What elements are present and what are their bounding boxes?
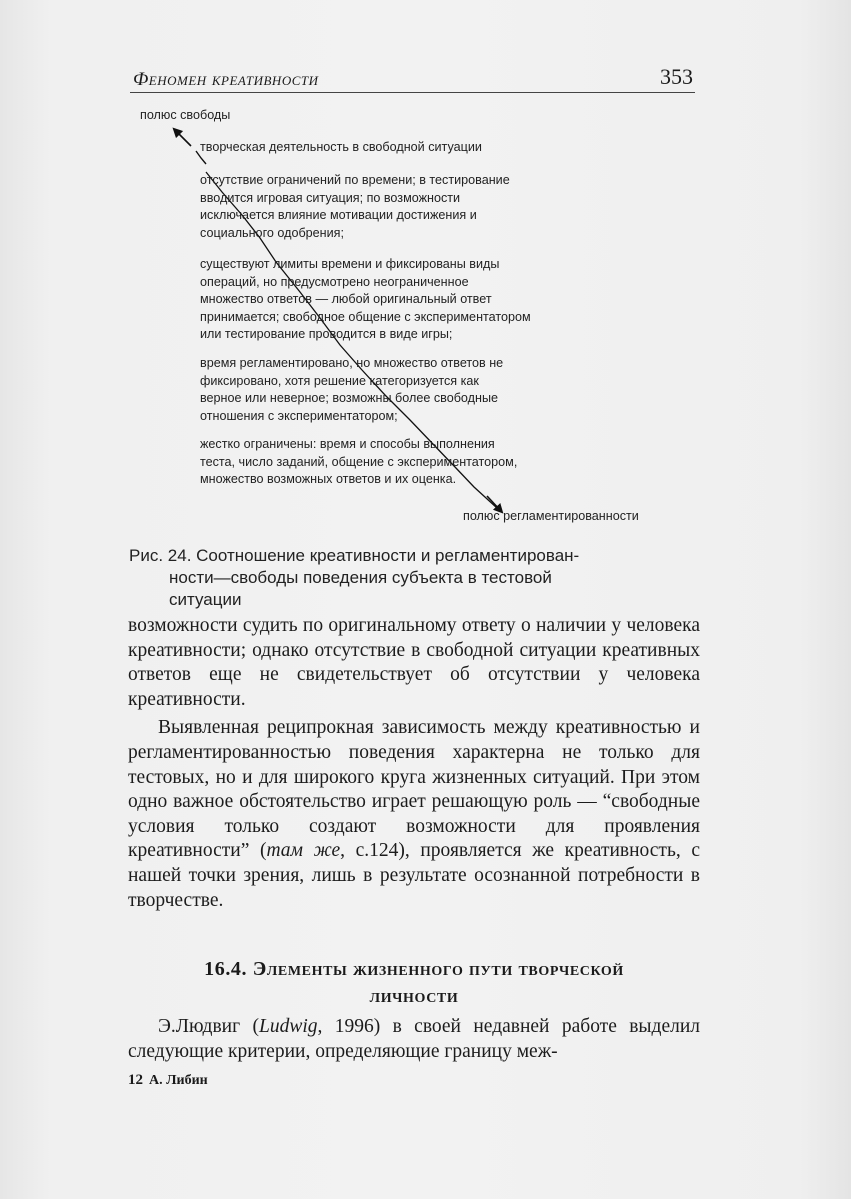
section-number: 16.4. [204, 958, 248, 980]
section-heading [128, 956, 700, 1010]
level-4-text [200, 355, 503, 425]
figure-caption [129, 545, 689, 611]
level-line: творческая деятельность в свободной ситуации [200, 140, 482, 154]
body-text-upper [128, 614, 700, 913]
level-line: теста, число заданий, общение с экспериментатором, [200, 454, 518, 469]
citation-ref: Ludwig [258, 1016, 318, 1037]
level-line: отсутствие ограничений по времени; в тестирование [200, 173, 510, 187]
caption-line: ности—свободы поведения субъекта в тестовой [169, 568, 552, 587]
level-line: множество ответов — любой оригинальный ответ [200, 292, 492, 306]
level-line: верное или неверное; возможны более свободные [200, 391, 498, 405]
figure-diagram [0, 0, 851, 540]
paragraph-3-text: Э.Людвиг ( [158, 1016, 259, 1037]
signature-number: 12 [128, 1072, 143, 1088]
level-line: время регламентировано, но множество ответов не [200, 356, 504, 370]
caption-line: ситуации [169, 590, 242, 609]
paragraph-2-text: , с.124), проявляется же креативность, с нашей точки зрения, лишь в результате осознанной потребности в творчестве. [128, 840, 700, 911]
page-number: 353 [660, 64, 693, 89]
caption-line: Рис. 24. Соотношение креативности и регламентирован- [129, 546, 580, 565]
pole-regulation-label: полюс регламентированности [463, 509, 639, 523]
level-5-text [200, 436, 517, 489]
level-line: принимается; свободное общение с экспериментатором [200, 309, 531, 324]
body-text-lower [128, 1015, 700, 1064]
running-title: Феномен креативности [133, 69, 319, 90]
section-title-line: Элементы жизненного пути творческой [252, 958, 624, 980]
level-line: социального одобрения; [200, 225, 344, 240]
level-line: или тестирование проводится в виде игры; [200, 327, 453, 341]
level-line: жестко ограничены: время и способы выполнения [200, 437, 495, 451]
level-line: исключается влияние мотивации достижения и [200, 208, 477, 222]
level-2-text [200, 172, 510, 242]
section-title-line: личности [369, 985, 459, 1007]
paragraph-2-text: Выявленная реципрокная зависимость между креативностью и регламентированностью поведения характерна не только для тестовых, но и для широкого круга жизненных ситуаций. При этом одно важное обстоятельство играет решающую роль — “свободные условия только создают возможности для проявления креативности” ( [128, 717, 700, 862]
level-line: множество возможных ответов и их оценка. [200, 472, 457, 486]
pole-freedom-label: полюс свободы [140, 108, 231, 122]
paragraph-1: возможности судить по оригинальному ответу о наличии у человека креативности; однако отсутствие в свободной ситуации креативных ответов еще не свидетельствует об отсутствии у человека креативности. [128, 615, 700, 710]
level-line: операций, но предусмотрено неограниченное [200, 274, 469, 289]
level-line: существуют лимиты времени и фиксированы виды [200, 257, 500, 271]
paragraph-3-text: , 1996) в своей недавней работе выделил следующие критерии, определяющие границу меж- [128, 1016, 701, 1062]
level-line: отношения с экспериментатором; [200, 408, 398, 423]
citation-ref: там же [266, 840, 341, 862]
paragraph-3 [128, 1015, 700, 1064]
level-line: вводится игровая ситуация; по возможности [200, 190, 461, 205]
level-line: фиксировано, хотя решение категоризуется как [200, 373, 479, 388]
printer-signature [128, 1072, 208, 1089]
level-3-text [200, 256, 531, 344]
paragraph-2 [128, 716, 700, 913]
signature-author: А. Либин [149, 1073, 208, 1088]
level-1-text [200, 139, 482, 157]
